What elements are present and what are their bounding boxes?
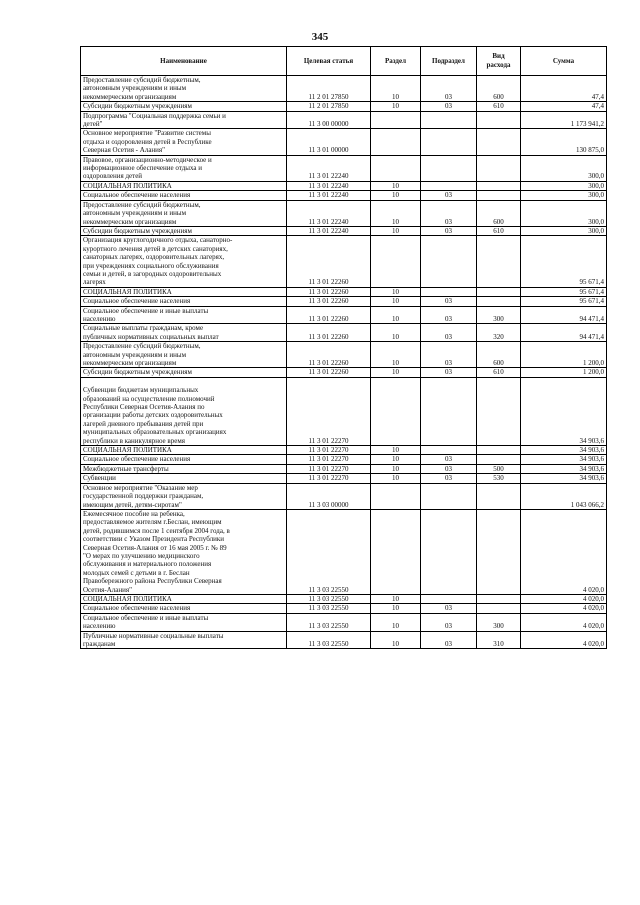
row-section xyxy=(371,129,421,155)
row-expense-type: 610 xyxy=(477,368,521,377)
row-section: 10 xyxy=(371,181,421,190)
row-amount: 34 903,6 xyxy=(521,455,607,464)
row-name: Основное мероприятие "Оказание мер государственной поддержки гражданам, имеющим детей, детям-сиротам" xyxy=(81,483,287,509)
row-amount: 1 200,0 xyxy=(521,368,607,377)
table-row xyxy=(81,613,607,631)
row-name: Субвенции бюджетам муниципальных образований на осуществление полномочий Республики Северная Осетия-Алания по организации работы детских оздоровительных лагерей дневного пребывания детей при муниципальных образовательных организациях республики в каникулярное время xyxy=(81,377,287,445)
row-section: 10 xyxy=(371,368,421,377)
table-row xyxy=(81,200,607,226)
row-target-article: 11 3 01 22260 xyxy=(287,342,371,368)
table-row xyxy=(81,155,607,181)
row-amount: 1 043 066,2 xyxy=(521,483,607,509)
row-section: 10 xyxy=(371,191,421,200)
row-subsection: 03 xyxy=(421,604,477,613)
row-amount: 34 903,6 xyxy=(521,377,607,445)
row-target-article: 11 3 03 22550 xyxy=(287,613,371,631)
row-name: Социальное обеспечение и иные выплаты населению xyxy=(81,613,287,631)
table-row xyxy=(81,129,607,155)
row-target-article: 11 3 01 22260 xyxy=(287,236,371,287)
row-expense-type: 530 xyxy=(477,474,521,483)
row-amount: 34 903,6 xyxy=(521,464,607,473)
row-subsection: 03 xyxy=(421,464,477,473)
row-name: Субвенции xyxy=(81,474,287,483)
row-subsection: 03 xyxy=(421,368,477,377)
row-name: Подпрограмма "Социальная поддержка семьи и детей" xyxy=(81,111,287,129)
row-target-article: 11 3 03 22550 xyxy=(287,509,371,594)
row-name: Социальные выплаты гражданам, кроме публичных нормативных социальных выплат xyxy=(81,324,287,342)
row-target-article: 11 3 01 22240 xyxy=(287,181,371,190)
row-name: Социальное обеспечение и иные выплаты населению xyxy=(81,306,287,324)
row-section: 10 xyxy=(371,604,421,613)
row-target-article: 11 3 01 22270 xyxy=(287,446,371,455)
row-subsection xyxy=(421,483,477,509)
row-target-article: 11 3 01 22240 xyxy=(287,226,371,235)
row-name: Организация круглогодичного отдыха, санаторно- курортного лечения детей в детских санаториях, санаторных лагерях, оздоровительных лагерях, при учреждениях социального обслуживания семьи и детей, в загородных оздоровительных лагерях xyxy=(81,236,287,287)
row-amount: 95 671,4 xyxy=(521,287,607,296)
row-expense-type xyxy=(477,181,521,190)
row-name: Социальное обеспечение населения xyxy=(81,604,287,613)
row-target-article: 11 3 03 22550 xyxy=(287,631,371,649)
row-section: 10 xyxy=(371,297,421,306)
table-row xyxy=(81,631,607,649)
row-target-article: 11 3 01 00000 xyxy=(287,129,371,155)
row-expense-type xyxy=(477,594,521,603)
row-name: Предоставление субсидий бюджетным, автономным учреждениям и иным некоммерческим организациям xyxy=(81,76,287,102)
row-target-article: 11 3 01 22240 xyxy=(287,155,371,181)
row-expense-type: 300 xyxy=(477,306,521,324)
row-name: СОЦИАЛЬНАЯ ПОЛИТИКА xyxy=(81,287,287,296)
row-expense-type xyxy=(477,111,521,129)
row-name: СОЦИАЛЬНАЯ ПОЛИТИКА xyxy=(81,594,287,603)
row-name: Ежемесячное пособие на ребенка, предоставляемое жителям г.Беслан, имеющим детей, родившимся после 1 сентября 2004 года, в соответствии с Указом Президента Республики Северная Осетия-Алания от 16 мая 2005 г. № 89 "О мерах по улучшению медицинского обслуживания и материального положения молодых семей с детьми в г. Беслан Правобережного района Республики Северная Осетия-Алания" xyxy=(81,509,287,594)
row-section: 10 xyxy=(371,226,421,235)
row-subsection xyxy=(421,446,477,455)
row-subsection xyxy=(421,287,477,296)
table-row xyxy=(81,181,607,190)
table-row xyxy=(81,226,607,235)
table-row xyxy=(81,509,607,594)
row-expense-type: 320 xyxy=(477,324,521,342)
row-subsection: 03 xyxy=(421,474,477,483)
row-subsection: 03 xyxy=(421,613,477,631)
header-name: Наименование xyxy=(81,47,287,76)
row-subsection: 03 xyxy=(421,306,477,324)
row-amount: 34 903,6 xyxy=(521,446,607,455)
row-amount: 300,0 xyxy=(521,155,607,181)
table-row xyxy=(81,297,607,306)
table-row xyxy=(81,368,607,377)
row-name: Предоставление субсидий бюджетным, автономным учреждениям и иным некоммерческим организациям xyxy=(81,200,287,226)
row-section xyxy=(371,483,421,509)
table-row xyxy=(81,483,607,509)
row-expense-type xyxy=(477,191,521,200)
header-target-article: Целевая статья xyxy=(287,47,371,76)
row-subsection: 03 xyxy=(421,342,477,368)
row-section: 10 xyxy=(371,306,421,324)
row-expense-type xyxy=(477,236,521,287)
row-amount: 130 875,0 xyxy=(521,129,607,155)
row-name: Социальное обеспечение населения xyxy=(81,455,287,464)
row-amount: 300,0 xyxy=(521,226,607,235)
row-section xyxy=(371,236,421,287)
row-name: Субсидии бюджетным учреждениям xyxy=(81,102,287,111)
row-section: 10 xyxy=(371,200,421,226)
table-header-row xyxy=(81,47,607,76)
row-expense-type xyxy=(477,509,521,594)
row-target-article: 11 3 01 22260 xyxy=(287,368,371,377)
row-target-article: 11 3 01 22270 xyxy=(287,474,371,483)
table-row xyxy=(81,191,607,200)
table-row xyxy=(81,464,607,473)
row-subsection: 03 xyxy=(421,631,477,649)
row-amount: 4 020,0 xyxy=(521,604,607,613)
row-target-article: 11 2 01 27850 xyxy=(287,76,371,102)
row-name: Правовое, организационно-методическое и информационное обеспечение отдыха и оздоровления детей xyxy=(81,155,287,181)
table-row xyxy=(81,76,607,102)
row-amount: 1 200,0 xyxy=(521,342,607,368)
row-expense-type xyxy=(477,483,521,509)
row-name: СОЦИАЛЬНАЯ ПОЛИТИКА xyxy=(81,446,287,455)
row-amount: 4 020,0 xyxy=(521,594,607,603)
table-row xyxy=(81,604,607,613)
row-amount: 300,0 xyxy=(521,181,607,190)
page-number: 345 xyxy=(311,31,329,43)
row-section: 10 xyxy=(371,613,421,631)
row-amount: 94 471,4 xyxy=(521,324,607,342)
header-amount: Сумма xyxy=(521,47,607,76)
row-expense-type: 310 xyxy=(477,631,521,649)
row-amount: 1 173 941,2 xyxy=(521,111,607,129)
row-subsection: 03 xyxy=(421,226,477,235)
row-section: 10 xyxy=(371,446,421,455)
row-expense-type xyxy=(477,377,521,445)
row-section: 10 xyxy=(371,342,421,368)
table-row xyxy=(81,342,607,368)
row-target-article: 11 3 01 22270 xyxy=(287,377,371,445)
row-amount: 4 020,0 xyxy=(521,509,607,594)
header-expense-type: Вид расхода xyxy=(477,47,521,76)
row-target-article: 11 3 00 00000 xyxy=(287,111,371,129)
row-expense-type: 610 xyxy=(477,226,521,235)
row-section: 10 xyxy=(371,287,421,296)
table-row xyxy=(81,324,607,342)
row-name: Межбюджетные трансферты xyxy=(81,464,287,473)
header-section: Раздел xyxy=(371,47,421,76)
row-target-article: 11 3 01 22270 xyxy=(287,464,371,473)
row-section: 10 xyxy=(371,631,421,649)
row-target-article: 11 3 01 22240 xyxy=(287,191,371,200)
table-row xyxy=(81,111,607,129)
table-row xyxy=(81,236,607,287)
row-amount: 95 671,4 xyxy=(521,297,607,306)
row-target-article: 11 3 01 22260 xyxy=(287,306,371,324)
row-expense-type xyxy=(477,155,521,181)
row-target-article: 11 3 03 00000 xyxy=(287,483,371,509)
header-subsection: Подраздел xyxy=(421,47,477,76)
row-name: Основное мероприятие "Развитие системы отдыха и оздоровления детей в Республике Северная Осетия - Алания" xyxy=(81,129,287,155)
row-subsection: 03 xyxy=(421,191,477,200)
row-amount: 47,4 xyxy=(521,102,607,111)
row-target-article: 11 3 01 22260 xyxy=(287,287,371,296)
row-section xyxy=(371,377,421,445)
row-section: 10 xyxy=(371,76,421,102)
table-row xyxy=(81,287,607,296)
table-row xyxy=(81,306,607,324)
row-subsection: 03 xyxy=(421,200,477,226)
row-subsection xyxy=(421,181,477,190)
row-target-article: 11 3 01 22240 xyxy=(287,200,371,226)
row-expense-type xyxy=(477,455,521,464)
table-row xyxy=(81,377,607,445)
row-amount: 94 471,4 xyxy=(521,306,607,324)
row-subsection xyxy=(421,155,477,181)
row-section: 10 xyxy=(371,455,421,464)
row-section: 10 xyxy=(371,102,421,111)
row-name: СОЦИАЛЬНАЯ ПОЛИТИКА xyxy=(81,181,287,190)
row-section: 10 xyxy=(371,474,421,483)
row-subsection: 03 xyxy=(421,324,477,342)
row-amount: 300,0 xyxy=(521,200,607,226)
row-subsection xyxy=(421,111,477,129)
row-target-article: 11 3 01 22270 xyxy=(287,455,371,464)
row-expense-type xyxy=(477,446,521,455)
row-amount: 4 020,0 xyxy=(521,613,607,631)
row-name: Субсидии бюджетным учреждениям xyxy=(81,226,287,235)
row-expense-type: 300 xyxy=(477,613,521,631)
row-subsection: 03 xyxy=(421,455,477,464)
table-row xyxy=(81,474,607,483)
row-subsection: 03 xyxy=(421,297,477,306)
row-subsection xyxy=(421,129,477,155)
table-body xyxy=(81,76,607,649)
row-subsection: 03 xyxy=(421,76,477,102)
row-target-article: 11 2 01 27850 xyxy=(287,102,371,111)
row-subsection xyxy=(421,594,477,603)
row-expense-type xyxy=(477,129,521,155)
row-amount: 4 020,0 xyxy=(521,631,607,649)
row-expense-type xyxy=(477,297,521,306)
row-amount: 300,0 xyxy=(521,191,607,200)
row-name: Публичные нормативные социальные выплаты гражданам xyxy=(81,631,287,649)
row-target-article: 11 3 03 22550 xyxy=(287,604,371,613)
row-expense-type: 610 xyxy=(477,102,521,111)
row-amount: 47,4 xyxy=(521,76,607,102)
table-row xyxy=(81,446,607,455)
row-name: Социальное обеспечение населения xyxy=(81,191,287,200)
row-expense-type xyxy=(477,287,521,296)
row-section xyxy=(371,509,421,594)
row-expense-type xyxy=(477,604,521,613)
row-expense-type: 500 xyxy=(477,464,521,473)
row-name: Субсидии бюджетным учреждениям xyxy=(81,368,287,377)
row-amount: 34 903,6 xyxy=(521,474,607,483)
row-target-article: 11 3 03 22550 xyxy=(287,594,371,603)
row-name: Социальное обеспечение населения xyxy=(81,297,287,306)
row-expense-type: 600 xyxy=(477,76,521,102)
row-section xyxy=(371,155,421,181)
table-row xyxy=(81,594,607,603)
row-subsection xyxy=(421,236,477,287)
row-section xyxy=(371,111,421,129)
row-section: 10 xyxy=(371,594,421,603)
row-expense-type: 600 xyxy=(477,342,521,368)
row-amount: 95 671,4 xyxy=(521,236,607,287)
row-section: 10 xyxy=(371,324,421,342)
row-subsection xyxy=(421,509,477,594)
table-row xyxy=(81,455,607,464)
row-name: Предоставление субсидий бюджетным, автономным учреждениям и иным некоммерческим организациям xyxy=(81,342,287,368)
budget-table xyxy=(80,46,607,649)
row-section: 10 xyxy=(371,464,421,473)
row-subsection xyxy=(421,377,477,445)
row-target-article: 11 3 01 22260 xyxy=(287,324,371,342)
row-expense-type: 600 xyxy=(477,200,521,226)
table-row xyxy=(81,102,607,111)
row-target-article: 11 3 01 22260 xyxy=(287,297,371,306)
row-subsection: 03 xyxy=(421,102,477,111)
